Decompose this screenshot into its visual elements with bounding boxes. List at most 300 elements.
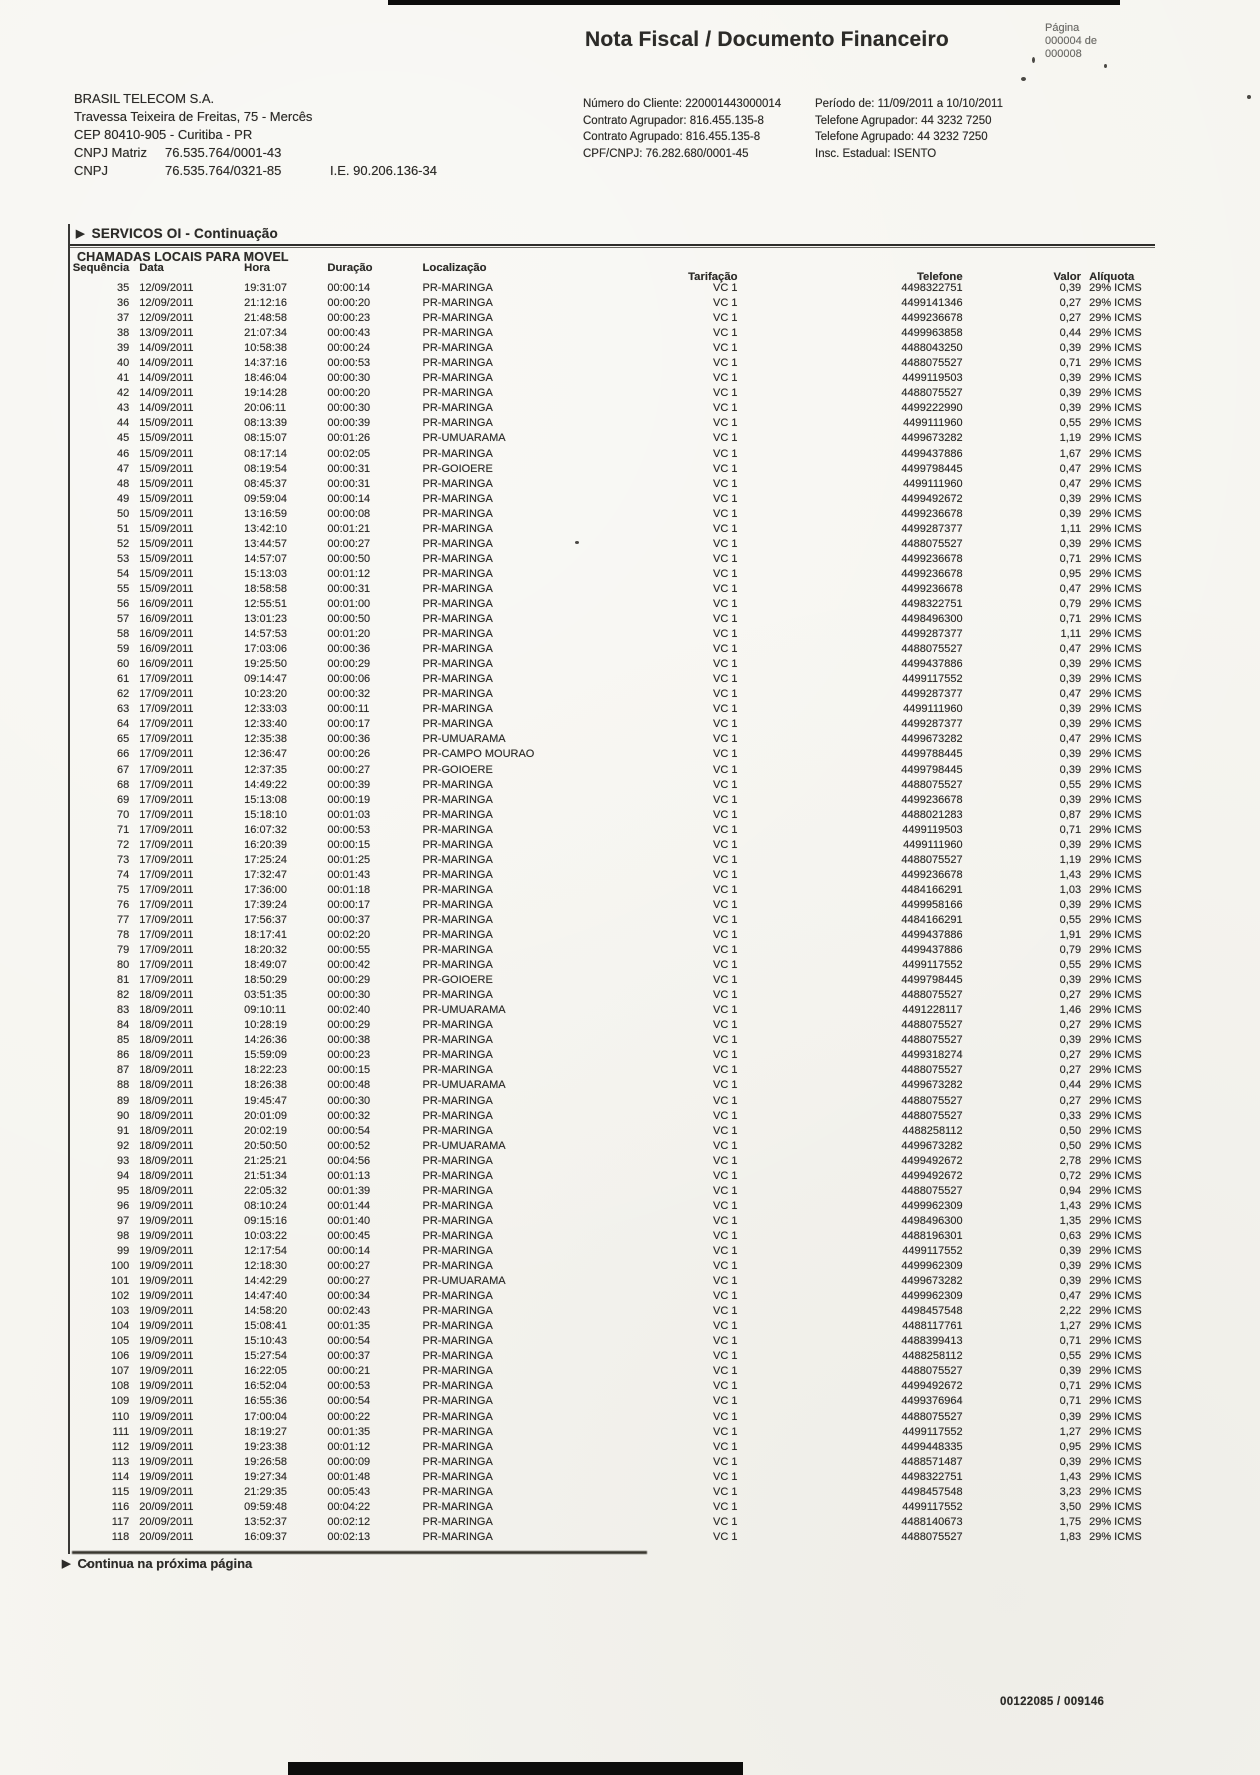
cell-hora: 08:19:54 [244,462,287,475]
cell-hora: 20:01:09 [244,1109,287,1122]
cell-val: 1,43 [1059,1470,1082,1483]
cell-aliq: 29% ICMS [1089,1079,1142,1092]
table-row [72,853,1172,868]
cell-val: 1,27 [1059,1320,1082,1333]
telefone-agrupado: Telefone Agrupado: 44 3232 7250 [815,131,988,143]
cell-aliq: 29% ICMS [1089,838,1142,851]
cell-val: 1,19 [1059,432,1082,445]
cell-tel: 4488075527 [901,1034,963,1047]
cell-tar: VC 1 [713,1229,738,1242]
cell-tar: VC 1 [713,733,738,746]
cell-aliq: 29% ICMS [1089,1260,1142,1273]
cell-loc: PR-MARINGA [422,1260,493,1273]
cell-tel: 4488117761 [902,1320,963,1333]
cell-dur: 00:00:23 [327,1049,371,1062]
cell-tar: VC 1 [713,1290,738,1303]
cell-data: 18/09/2011 [139,1139,194,1152]
cell-val: 0,47 [1059,733,1082,746]
cell-tel: 4499962309 [901,1260,963,1273]
cell-val: 0,39 [1059,507,1082,520]
cell-seq: 118 [111,1530,130,1543]
cell-hora: 14:58:20 [244,1305,287,1318]
cell-seq: 96 [117,1199,130,1212]
cell-hora: 13:52:37 [244,1515,287,1528]
cell-loc: PR-UMUARAMA [422,1139,506,1152]
cell-tel: 4499798445 [901,462,963,475]
cell-val: 0,79 [1059,597,1082,610]
cell-aliq: 29% ICMS [1089,1350,1142,1363]
table-row [72,1319,1172,1334]
cell-data: 18/09/2011 [139,1079,194,1092]
cell-dur: 00:00:17 [327,898,371,911]
cell-val: 0,39 [1059,838,1082,851]
table-row [72,326,1172,341]
cell-hora: 16:07:32 [244,823,287,836]
cell-val: 0,39 [1059,1275,1082,1288]
cell-data: 17/09/2011 [139,688,194,701]
cell-loc: PR-MARINGA [422,1395,493,1408]
cell-seq: 67 [117,763,130,776]
cell-seq: 65 [117,733,130,746]
cell-val: 0,55 [1059,913,1082,926]
table-row [72,642,1172,657]
cell-hora: 13:01:23 [244,613,287,626]
cell-dur: 00:00:29 [327,1019,371,1032]
cell-hora: 15:59:09 [244,1049,287,1062]
cell-aliq: 29% ICMS [1089,1169,1142,1182]
cell-hora: 18:22:23 [244,1064,287,1077]
page-number-current: 000004 de [1045,35,1097,47]
cell-loc: PR-MARINGA [422,1425,493,1438]
page-number-label: Página [1045,22,1080,34]
table-row [72,763,1172,778]
cell-tar: VC 1 [713,1455,738,1468]
cell-data: 17/09/2011 [139,733,194,746]
cell-hora: 12:36:47 [244,748,287,761]
cell-hora: 19:27:34 [244,1470,287,1483]
cell-tel: 4499958166 [901,898,963,911]
document-code: 00122085 / 009146 [1000,1696,1105,1708]
cell-aliq: 29% ICMS [1089,748,1142,761]
table-row [72,702,1172,717]
cell-loc: PR-MARINGA [422,297,493,310]
cell-seq: 74 [117,868,130,881]
table-row [72,492,1172,507]
cell-loc: PR-MARINGA [422,868,493,881]
table-row [72,1214,1172,1229]
cell-tar: VC 1 [713,312,738,325]
triangle-marker-icon: ▶ [76,228,85,240]
cell-seq: 85 [117,1034,130,1047]
cell-seq: 106 [110,1350,130,1363]
cell-aliq: 29% ICMS [1089,974,1142,987]
cell-dur: 00:04:22 [327,1500,371,1513]
cell-tar: VC 1 [713,552,738,565]
cell-data: 16/09/2011 [139,628,194,641]
numero-cliente: Número do Cliente: 220001443000014 [583,98,782,110]
table-row [72,808,1172,823]
cell-tar: VC 1 [713,718,738,731]
cell-seq: 58 [117,628,130,641]
cell-val: 0,71 [1059,823,1082,836]
table-row [72,988,1172,1003]
cell-tel: 4499437886 [901,929,963,942]
cell-val: 0,39 [1059,793,1082,806]
cell-tel: 4499287377 [901,718,963,731]
cell-tar: VC 1 [713,522,738,535]
table-row [72,747,1172,762]
cell-dur: 00:00:26 [327,748,371,761]
cell-seq: 114 [111,1470,130,1483]
table-row [72,341,1172,356]
cell-data: 14/09/2011 [139,402,194,415]
cell-dur: 00:00:37 [327,913,371,926]
table-row [72,1139,1172,1154]
cell-loc: PR-MARINGA [422,1515,493,1528]
cell-tel: 4499673282 [901,1139,963,1152]
cell-hora: 21:48:58 [244,312,287,325]
cell-val: 3,50 [1059,1500,1082,1513]
table-row [72,778,1172,793]
cell-loc: PR-MARINGA [422,1530,493,1543]
cell-seq: 80 [117,959,130,972]
table-row [72,552,1172,567]
cell-data: 15/09/2011 [139,507,194,520]
cell-loc: PR-MARINGA [422,1199,493,1212]
cell-data: 13/09/2011 [139,327,194,340]
table-row [72,1259,1172,1274]
cell-aliq: 29% ICMS [1089,1139,1142,1152]
table-row [72,958,1172,973]
cell-val: 1,43 [1059,1199,1082,1212]
cell-aliq: 29% ICMS [1089,387,1142,400]
cell-seq: 98 [117,1229,130,1242]
table-row [72,717,1172,732]
table-row [72,973,1172,988]
table-row [72,371,1172,386]
company-cnpj-row [74,162,544,180]
table-row [72,1018,1172,1033]
cell-data: 17/09/2011 [139,778,194,791]
cell-aliq: 29% ICMS [1089,1425,1142,1438]
cell-hora: 08:10:24 [244,1199,287,1212]
cell-dur: 00:00:14 [327,1245,371,1257]
section-title-text: SERVICOS OI - Continuação [91,226,278,241]
cell-loc: PR-MARINGA [422,342,493,355]
table-row [72,1289,1172,1304]
cell-tar: VC 1 [713,838,738,851]
cell-loc: PR-MARINGA [422,1365,493,1378]
ie-value: I.E. 90.206.136-34 [330,163,437,178]
cell-seq: 87 [117,1064,130,1077]
cell-seq: 35 [117,282,130,294]
cell-tel: 4488075527 [901,1109,963,1122]
cell-data: 18/09/2011 [139,1169,194,1182]
cell-loc: PR-MARINGA [422,1350,493,1363]
page-number-block [1045,22,1097,61]
cell-val: 0,39 [1059,537,1082,550]
cell-tel: 4499236678 [901,552,963,565]
cell-tar: VC 1 [713,1320,738,1333]
table-row [72,1304,1172,1319]
cell-seq: 50 [117,507,130,520]
table-row [72,1394,1172,1409]
cell-tel: 4488196301 [901,1229,963,1242]
cell-tar: VC 1 [713,1425,738,1438]
cell-val: 1,35 [1059,1214,1082,1227]
cell-seq: 107 [110,1365,130,1378]
cell-hora: 17:36:00 [244,883,287,896]
cell-tel: 4499492672 [901,1380,963,1393]
cell-tar: VC 1 [713,342,738,355]
cell-data: 15/09/2011 [139,522,194,535]
cell-aliq: 29% ICMS [1089,417,1142,430]
cell-val: 0,27 [1059,297,1082,310]
header-sequencia: Sequência [72,262,130,274]
cell-loc: PR-MARINGA [422,1019,493,1032]
table-row [72,627,1172,642]
cell-aliq: 29% ICMS [1089,688,1142,701]
cell-seq: 70 [117,808,130,821]
cell-tel: 4488571487 [901,1455,963,1468]
cell-tel: 4499119503 [902,372,963,385]
cell-tel: 4488021283 [901,808,963,821]
cell-aliq: 29% ICMS [1089,1154,1142,1167]
cell-tel: 4499236678 [901,582,963,595]
table-row [72,1154,1172,1169]
cell-tel: 4499798445 [901,974,963,987]
cell-val: 1,43 [1059,868,1082,881]
cell-seq: 81 [117,974,130,987]
cell-data: 17/09/2011 [139,823,194,836]
table-row [72,462,1172,477]
cell-val: 0,47 [1059,462,1082,475]
cell-val: 0,47 [1059,477,1082,490]
cnpj-value: 76.535.764/0321-85 [165,163,282,178]
cell-tar: VC 1 [713,417,738,430]
cell-seq: 113 [111,1455,130,1468]
cell-hora: 15:13:03 [244,567,287,580]
cell-tar: VC 1 [713,372,738,385]
cell-val: 0,71 [1059,552,1082,565]
cell-loc: PR-GOIOERE [422,974,493,987]
cell-aliq: 29% ICMS [1089,823,1142,836]
cell-aliq: 29% ICMS [1089,1485,1142,1498]
cell-loc: PR-MARINGA [422,1380,493,1393]
cell-val: 0,44 [1059,1079,1082,1092]
cell-val: 0,39 [1059,673,1082,686]
cell-loc: PR-MARINGA [422,372,493,385]
cell-loc: PR-MARINGA [422,1500,493,1513]
cell-seq: 112 [111,1440,130,1453]
cell-tar: VC 1 [713,387,738,400]
cell-tar: VC 1 [713,1169,738,1182]
cell-aliq: 29% ICMS [1089,989,1142,1002]
cell-tel: 4499437886 [901,658,963,671]
table-row [72,1094,1172,1109]
cell-seq: 83 [117,1004,130,1017]
cell-tar: VC 1 [713,327,738,340]
cell-tel: 4488075527 [901,1365,963,1378]
insc-estadual: Insc. Estadual: ISENTO [815,147,937,160]
cell-aliq: 29% ICMS [1089,1500,1142,1513]
cell-tel: 4499111960 [903,838,963,851]
table-row [72,672,1172,687]
cell-data: 19/09/2011 [139,1440,194,1453]
cell-seq: 61 [117,673,130,686]
cell-val: 1,83 [1059,1530,1082,1543]
cell-aliq: 29% ICMS [1089,372,1142,385]
cell-dur: 00:00:15 [327,1064,371,1077]
cell-val: 0,95 [1059,567,1082,580]
cell-loc: PR-MARINGA [422,1485,493,1498]
cell-dur: 00:00:54 [327,1335,371,1348]
cell-loc: PR-MARINGA [422,643,493,656]
cell-hora: 19:23:38 [244,1440,287,1453]
cell-loc: PR-MARINGA [422,808,493,821]
cell-tar: VC 1 [713,1094,738,1107]
cell-seq: 41 [117,372,130,385]
cell-tar: VC 1 [713,929,738,942]
cell-data: 15/09/2011 [139,492,194,505]
cell-loc: PR-MARINGA [422,417,493,430]
cell-data: 17/09/2011 [139,898,194,911]
cell-tar: VC 1 [713,1515,738,1528]
cell-tar: VC 1 [713,628,738,641]
cell-dur: 00:00:29 [327,974,371,987]
cell-dur: 00:00:31 [327,477,371,490]
cell-val: 0,39 [1059,974,1082,987]
cell-tel: 4499437886 [901,447,963,460]
cell-aliq: 29% ICMS [1089,613,1142,626]
cell-data: 20/09/2011 [139,1500,194,1513]
cell-aliq: 29% ICMS [1089,1064,1142,1077]
cell-dur: 00:00:30 [327,402,371,415]
cell-data: 20/09/2011 [139,1530,194,1543]
cell-tar: VC 1 [713,823,738,836]
cell-seq: 103 [110,1305,130,1318]
cell-data: 14/09/2011 [139,342,194,355]
cell-dur: 00:00:30 [327,989,371,1002]
cell-seq: 88 [117,1079,130,1092]
cell-hora: 09:59:04 [244,492,287,505]
cell-dur: 00:00:42 [327,959,371,972]
table-row [72,1515,1172,1530]
cell-dur: 00:00:23 [327,312,371,325]
cell-seq: 44 [117,417,130,430]
cell-hora: 18:58:58 [244,582,287,595]
cell-loc: PR-MARINGA [422,537,493,550]
cell-seq: 95 [117,1184,130,1197]
cell-aliq: 29% ICMS [1089,1004,1142,1017]
cell-hora: 16:55:36 [244,1395,287,1408]
cell-aliq: 29% ICMS [1089,492,1142,505]
cell-hora: 08:45:37 [244,477,287,490]
contrato-agrupador: Contrato Agrupador: 816.455.135-8 [583,114,764,127]
cell-loc: PR-MARINGA [422,1305,493,1318]
cell-seq: 73 [117,853,130,866]
cell-hora: 09:15:16 [244,1214,287,1227]
cell-data: 12/09/2011 [139,282,194,294]
cell-aliq: 29% ICMS [1089,1184,1142,1197]
cell-seq: 56 [117,597,130,610]
cell-aliq: 29% ICMS [1089,282,1142,294]
cell-seq: 108 [110,1380,130,1393]
cell-data: 19/09/2011 [139,1290,194,1303]
cell-dur: 00:00:45 [327,1229,371,1242]
cell-val: 1,46 [1059,1004,1082,1017]
cell-dur: 00:00:53 [327,1380,371,1393]
cell-tar: VC 1 [713,778,738,791]
cell-data: 17/09/2011 [139,883,194,896]
cell-seq: 101 [110,1275,130,1288]
cell-hora: 18:17:41 [244,929,287,942]
cell-hora: 17:00:04 [244,1410,287,1423]
cell-seq: 97 [117,1214,130,1227]
cell-data: 17/09/2011 [139,703,194,716]
cell-seq: 117 [111,1515,130,1528]
cell-aliq: 29% ICMS [1089,1335,1142,1348]
cell-val: 0,47 [1059,1290,1082,1303]
cell-hora: 18:50:29 [244,974,287,987]
cell-aliq: 29% ICMS [1089,1019,1142,1032]
scan-artifact-bottom-bar [288,1762,743,1775]
cell-loc: PR-MARINGA [422,913,493,926]
cell-val: 0,39 [1059,1365,1082,1378]
cell-hora: 21:29:35 [244,1485,287,1498]
cell-tel: 4499117552 [902,673,963,686]
cell-val: 0,47 [1059,643,1082,656]
cell-data: 17/09/2011 [139,793,194,806]
cell-tel: 4499287377 [901,628,963,641]
cell-aliq: 29% ICMS [1089,297,1142,310]
cell-dur: 00:00:34 [327,1290,371,1303]
cell-seq: 63 [117,703,130,716]
cell-loc: PR-MARINGA [422,703,493,716]
page-number-total: 000008 [1045,48,1082,60]
table-row [72,898,1172,913]
cell-val: 0,33 [1059,1109,1082,1122]
cell-hora: 14:57:07 [244,552,287,565]
cell-loc: PR-MARINGA [422,582,493,595]
cell-tar: VC 1 [713,1004,738,1017]
cell-loc: PR-MARINGA [422,1154,493,1167]
cell-data: 18/09/2011 [139,1109,194,1122]
cell-tel: 4499117552 [902,1245,963,1257]
table-row [72,1410,1172,1425]
cell-loc: PR-MARINGA [422,552,493,565]
cell-loc: PR-MARINGA [422,718,493,731]
cell-data: 18/09/2011 [139,1004,194,1017]
cell-seq: 79 [117,944,130,957]
cell-tar: VC 1 [713,1275,738,1288]
cell-tar: VC 1 [713,1184,738,1197]
cell-aliq: 29% ICMS [1089,763,1142,776]
cell-loc: PR-CAMPO MOURAO [422,748,535,761]
cell-aliq: 29% ICMS [1089,1320,1142,1333]
cell-seq: 64 [117,718,130,731]
cell-aliq: 29% ICMS [1089,1109,1142,1122]
cell-tar: VC 1 [713,643,738,656]
cell-tel: 4499111960 [903,417,963,430]
cell-val: 0,39 [1059,1260,1082,1273]
cell-dur: 00:00:30 [327,1094,371,1107]
cell-dur: 00:02:43 [327,1305,371,1318]
cell-hora: 21:51:34 [244,1169,287,1182]
cell-data: 19/09/2011 [139,1199,194,1212]
cell-data: 18/09/2011 [139,1154,194,1167]
cell-tar: VC 1 [713,853,738,866]
